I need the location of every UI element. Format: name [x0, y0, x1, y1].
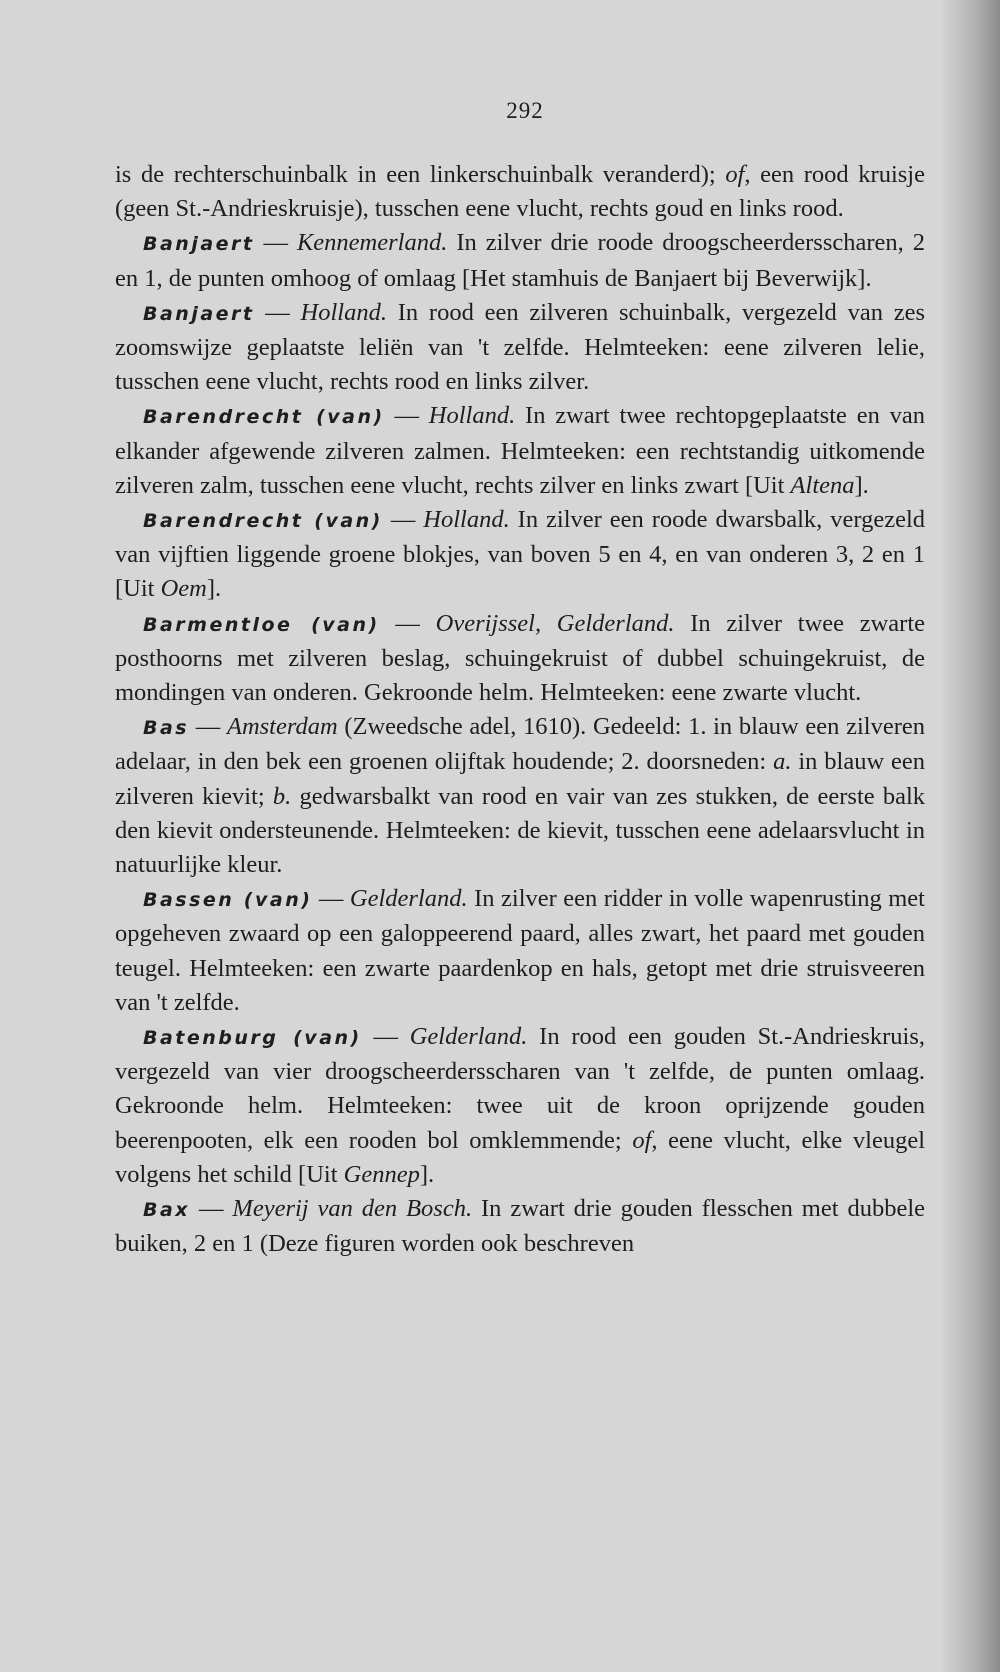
- entry-end: ].: [854, 471, 869, 499]
- entry-dash: —: [361, 1023, 410, 1051]
- entry-place: Holland.: [423, 506, 510, 534]
- entry-text-2: , eene vlucht, elke vleugel volgens het schild [Uit: [115, 1126, 926, 1188]
- entry-name: Bax: [143, 1199, 191, 1222]
- entry-name: Barendrecht (van): [143, 510, 383, 533]
- entry-place: Gelderland.: [409, 1023, 528, 1051]
- entry-name: Barendrecht (van): [143, 406, 385, 429]
- entry-bas: [115, 710, 925, 882]
- entry-reference: Altena: [790, 471, 855, 499]
- entry-text: In zwart twee rechtopgeplaatste en van elkander afgewende zilveren zalmen. Helmteeken: een rechtstandig uitkomende zilveren zalm, tusschen eene vlucht, rechts zilver en links zwart [Uit: [115, 402, 925, 499]
- intro-paragraph: [115, 158, 925, 226]
- entry-dash: —: [379, 609, 436, 637]
- entry-banjaert-holland: [115, 296, 925, 400]
- entry-text: In zilver twee zwarte posthoorns met zilveren beslag, schuingekruist of dubbel schuingekruist, de mondingen van onderen. Gekroonde helm. Helmteeken: eene zwarte vlucht.: [115, 609, 926, 707]
- entry-end: ].: [419, 1160, 435, 1188]
- entry-text: In zilver drie roode droogscheerdersscharen, 2 en 1, de punten omhoog of omlaag [Het stamhuis de Banjaert bij Beverwijk].: [115, 229, 925, 292]
- intro-rest: , een rood kruisje (geen St.-Andrieskruisje), tusschen eene vlucht, rechts goud en links rood.: [115, 161, 925, 223]
- entry-text: (Zweedsche adel, 1610). Gedeeld: 1. in blauw een zilveren adelaar, in den bek een groenen olijftak houdende; 2. doorsneden:: [115, 713, 925, 776]
- entry-name: Bassen (van): [143, 889, 313, 912]
- entry-reference: Oem: [160, 575, 207, 603]
- entry-name: Banjaert: [143, 233, 255, 256]
- entry-place: Overijssel, Gelderland.: [435, 609, 675, 637]
- entry-dash: —: [190, 1195, 233, 1223]
- entry-text: In rood een gouden St.-Andrieskruis, vergezeld van vier droogscheerdersscharen van 't zelfde, de punten omlaag. Gekroonde helm. Helmteeken: twee uit de kroon oprijzende gouden beerenpooten, elk een rooden bol omklemmende;: [115, 1023, 925, 1154]
- entry-name: Bas: [143, 717, 190, 740]
- intro-of: of: [725, 161, 745, 188]
- entry-text: In zilver een roode dwarsbalk, vergezeld van vijftien liggende groene blokjes, van boven 5 en 4, en van onderen 3, 2 en 1 [Uit: [115, 506, 925, 603]
- entry-marker-a: a.: [773, 748, 792, 776]
- entry-name: Barmentloe (van): [143, 613, 380, 636]
- entry-place: Holland.: [428, 402, 516, 430]
- entry-place: Kennemerland.: [296, 229, 448, 257]
- entry-name: Batenburg (van): [143, 1027, 362, 1050]
- entry-dash: —: [189, 713, 227, 741]
- page-edge-shadow: [940, 0, 1000, 1672]
- entry-place: Holland.: [300, 298, 387, 326]
- entry-place: Amsterdam: [226, 713, 338, 741]
- entry-barendrecht-altena: [115, 399, 925, 503]
- entry-dash: —: [312, 885, 350, 913]
- entry-reference: Gennep: [343, 1160, 420, 1188]
- entry-place: Gelderland.: [349, 885, 468, 913]
- entry-bassen: [115, 882, 925, 1020]
- entry-banjaert-kennemerland: [115, 226, 925, 295]
- entry-dash: —: [382, 506, 424, 534]
- entry-text-2: in blauw een zilveren kievit;: [115, 748, 925, 810]
- entry-barmentloe: [115, 607, 925, 711]
- entry-dash: —: [384, 402, 429, 430]
- entry-marker-b: b.: [272, 782, 292, 810]
- entry-barendrecht-oem: [115, 503, 925, 607]
- intro-text: is de rechterschuinbalk in een linkerschuinbalk veranderd);: [115, 161, 726, 188]
- entry-name: Banjaert: [143, 302, 255, 325]
- entry-text: In zwart drie gouden flesschen met dubbele buiken, 2 en 1 (Deze figuren worden ook beschreven: [115, 1195, 926, 1258]
- entry-dash: —: [254, 229, 297, 257]
- page-number: 292: [506, 98, 544, 123]
- entry-dash: —: [254, 298, 301, 326]
- entry-bax: [115, 1192, 925, 1261]
- entry-end: ].: [206, 575, 222, 603]
- entry-text: In rood een zilveren schuinbalk, vergezeld van zes zoomswijze geplaatste leliën van 't zelfde. Helmteeken: eene zilveren lelie, tusschen eene vlucht, rechts rood en links zilver.: [115, 298, 925, 396]
- entry-place: Meyerij van den Bosch.: [232, 1195, 473, 1223]
- entry-text: In zilver een ridder in volle wapenrusting met opgeheven zwaard op een galoppeerend paard, alles zwart, het paard met gouden teugel. Helmteeken: een zwarte paardenkop en hals, getopt met drie struisveeren van 't zelfde.: [115, 885, 925, 1016]
- page-body: [115, 158, 925, 1262]
- entry-text-3: gedwarsbalkt van rood en vair van zes stukken, de eerste balk den kievit ondersteunende. Helmteeken: de kievit, tusschen eene adelaarsvlucht in natuurlijke kleur.: [115, 782, 926, 879]
- entry-batenburg: [115, 1020, 925, 1192]
- entry-of: of: [632, 1126, 652, 1154]
